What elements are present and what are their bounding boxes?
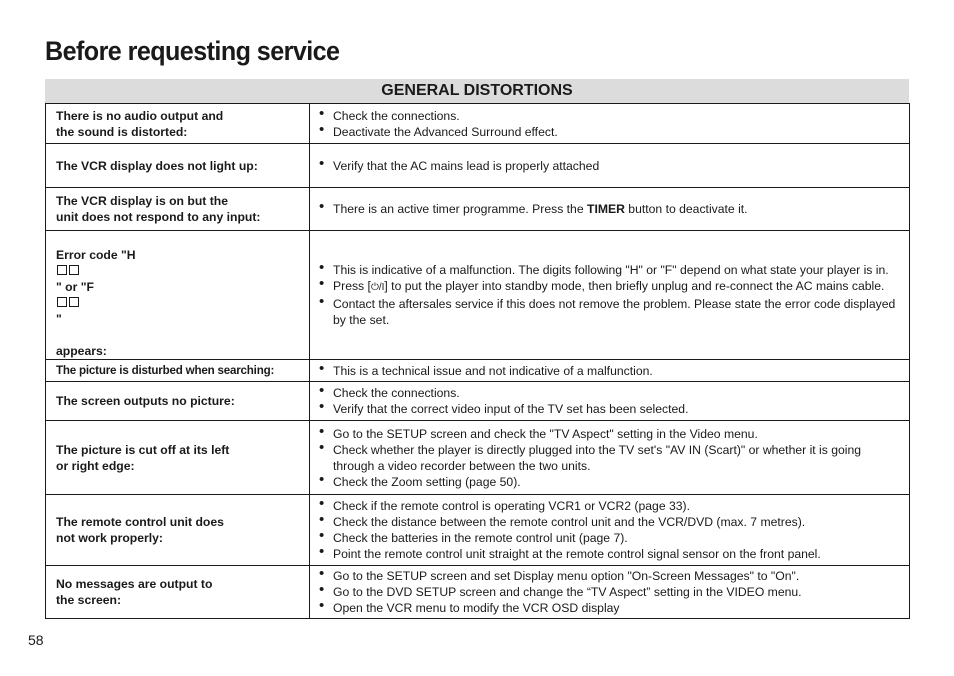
timer-text-pre: There is an active timer programme. Press the [333,202,587,216]
press-text-post: ] to put the player into standby mode, then briefly unplug and re-connect the AC mains cable. [384,279,885,293]
table-row [46,231,910,360]
list-item: • Contact the aftersales service if this does not remove the problem. Please state the error code displayed by the set. [318,296,903,328]
solution-cell [310,495,910,566]
list-item: • Check the connections. [318,108,903,124]
list-item: • Deactivate the Advanced Surround effect. [318,124,903,140]
list-item: • Verify that the AC mains lead is properly attached [318,158,903,174]
timer-button-name: TIMER [587,202,625,216]
solution-cell [310,104,910,144]
solution-cell [310,231,910,360]
page-number: 58 [28,632,44,648]
section-heading: GENERAL DISTORTIONS [45,79,909,103]
problem-cell: The remote control unit does not work properly: [46,495,310,566]
list-item: • Point the remote control unit straight at the remote control signal sensor on the front panel. [318,546,903,562]
table-row [46,566,910,619]
problem-cell: The VCR display is on but the unit does not respond to any input: [46,188,310,231]
table-row [46,360,910,382]
error-code-text-c: " [56,312,62,326]
error-code-text-d: appears: [56,344,107,358]
solution-cell [310,188,910,231]
digit-box-icon [57,265,67,275]
digit-box-icon [69,265,79,275]
list-item: • Check the connections. [318,385,903,401]
troubleshooting-table [45,103,910,619]
table-row [46,144,910,188]
page-title: Before requesting service [45,36,340,66]
problem-cell: The picture is disturbed when searching: [46,360,310,382]
list-item: • This is indicative of a malfunction. The digits following "H" or "F" depend on what state your player is in. [318,262,903,278]
error-code-text-a: Error code "H [56,248,136,262]
press-text-pre: Press [ [333,279,371,293]
problem-cell: There is no audio output and the sound is distorted: [46,104,310,144]
list-item: • Check whether the player is directly plugged into the TV set's "AV IN (Scart)" or whether it is going through a video recorder between the two units. [318,442,903,474]
list-item: • Check the distance between the remote control unit and the VCR/DVD (max. 7 metres). [318,514,903,530]
problem-cell: The picture is cut off at its left or right edge: [46,421,310,495]
solution-cell [310,360,910,382]
table-row [46,104,910,144]
digit-box-icon [69,297,79,307]
timer-text-post: button to deactivate it. [624,202,748,216]
list-item: • Check the Zoom setting (page 50). [318,474,903,490]
problem-cell [46,231,310,360]
list-item: • Go to the DVD SETUP screen and change the “TV Aspect” setting in the VIDEO menu. [318,584,903,600]
table-row [46,382,910,421]
list-item: • Check the batteries in the remote control unit (page 7). [318,530,903,546]
list-item: • Go to the SETUP screen and check the "TV Aspect" setting in the Video menu. [318,426,903,442]
standby-power-icon: ⏻/I [370,282,385,293]
problem-cell: No messages are output to the screen: [46,566,310,619]
solution-cell [310,144,910,188]
problem-cell: The screen outputs no picture: [46,382,310,421]
solution-cell [310,421,910,495]
list-item: • Go to the SETUP screen and set Display menu option "On-Screen Messages" to "On". [318,568,903,584]
error-code-text-b: " or "F [56,280,94,294]
solution-cell [310,382,910,421]
list-item: • Verify that the correct video input of the TV set has been selected. [318,401,903,417]
list-item [318,201,903,217]
solution-cell [310,566,910,619]
table-row [46,495,910,566]
list-item: • Check if the remote control is operating VCR1 or VCR2 (page 33). [318,498,903,514]
list-item [318,278,903,296]
table-row [46,421,910,495]
list-item: • Open the VCR menu to modify the VCR OSD display [318,600,903,616]
table-row [46,188,910,231]
problem-cell: The VCR display does not light up: [46,144,310,188]
list-item: • This is a technical issue and not indicative of a malfunction. [318,363,903,379]
digit-box-icon [57,297,67,307]
